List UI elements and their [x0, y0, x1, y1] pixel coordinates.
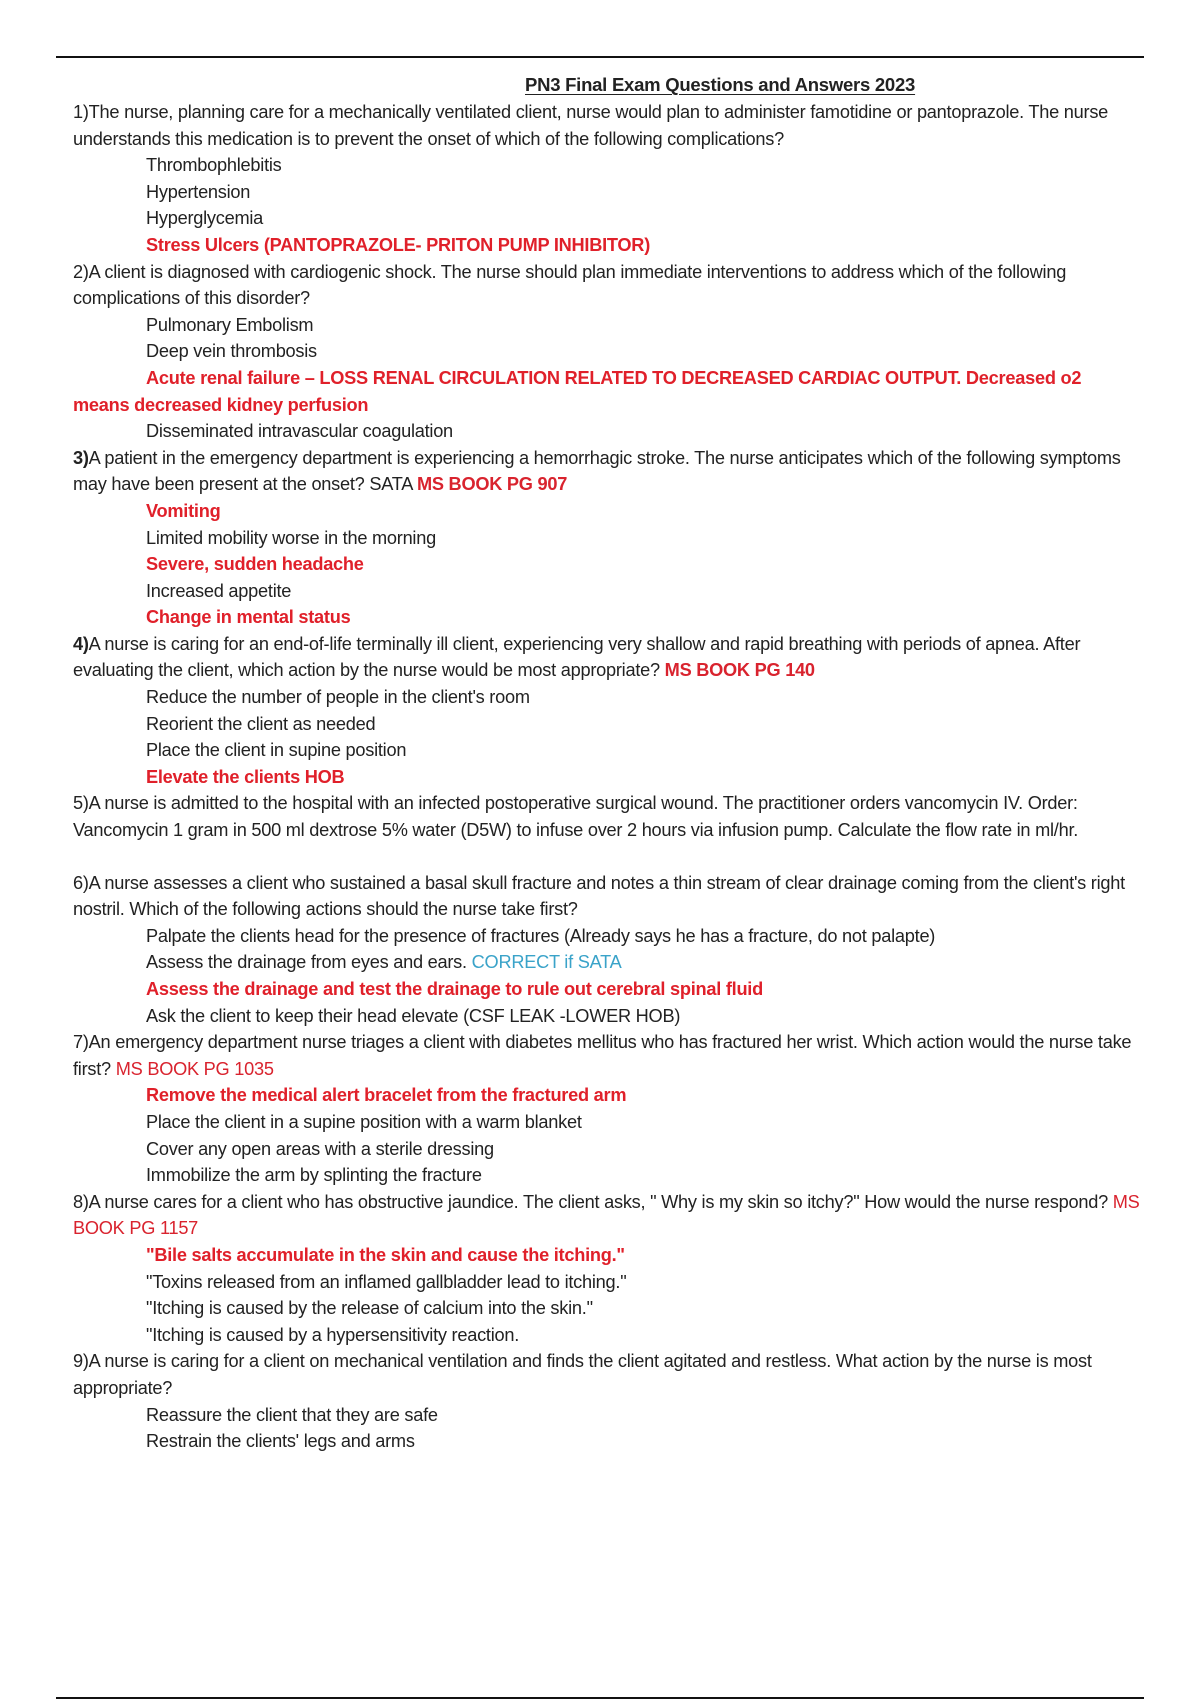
option: Reduce the number of people in the client's room: [146, 687, 530, 708]
question-text: [73, 1029, 1153, 1082]
question-number: 3): [73, 447, 89, 468]
question-9: [73, 1348, 1153, 1454]
question-3: [73, 445, 1153, 631]
blank-answer-space: [73, 844, 1153, 870]
question-stem: A patient in the emergency department is experiencing a hemorrhagic stroke. The nurse anticipates which of the following symptoms may have been present at the onset? SATA: [73, 447, 1121, 495]
question-number: 2): [73, 261, 89, 282]
option: Limited mobility worse in the morning: [146, 527, 436, 548]
question-number: 5): [73, 793, 89, 814]
option: Thrombophlebitis: [146, 155, 282, 176]
question-stem: The nurse, planning care for a mechanically ventilated client, nurse would plan to administer famotidine or pantoprazole. The nurse understands this medication is to prevent the onset of which of the following complications?: [73, 102, 1109, 149]
question-stem: A client is diagnosed with cardiogenic shock. The nurse should plan immediate interventions to address which of the following complications of this disorder?: [73, 261, 1067, 309]
option: [73, 949, 1153, 976]
question-number: 4): [73, 633, 89, 654]
option-list: [73, 1402, 1153, 1455]
question-number: 9): [73, 1351, 89, 1372]
question-text: [73, 99, 1153, 152]
option-list: [73, 152, 1153, 258]
option-list: [73, 684, 1153, 790]
option: Reassure the client that they are safe: [146, 1404, 438, 1425]
question-text: [73, 790, 1153, 843]
book-reference: MS BOOK PG 907: [416, 474, 568, 495]
option-list: [73, 498, 1153, 631]
option-list: [73, 1242, 1153, 1348]
option: Deep vein thrombosis: [146, 341, 317, 362]
question-text: [73, 445, 1153, 498]
question-stem: A nurse is admitted to the hospital with an infected postoperative surgical wound. The practitioner orders vancomycin IV. Order: Vancomycin 1 gram in 500 ml dextrose 5% water (D5W) to infuse over 2 hours via infusion pump. Calculate the flow rate in ml/hr.: [73, 793, 1079, 841]
sata-note: CORRECT if SATA: [471, 952, 622, 973]
question-stem: A nurse is caring for a client on mechanical ventilation and finds the client agitated and restless. What action by the nurse is most appropriate?: [73, 1351, 1092, 1398]
question-number: 6): [73, 872, 89, 893]
question-text: [73, 1348, 1153, 1401]
question-text: [73, 870, 1153, 923]
correct-option: Elevate the clients HOB: [146, 766, 345, 787]
question-4: [73, 631, 1153, 791]
question-1: [73, 99, 1153, 259]
book-reference: MS BOOK PG 1035: [115, 1058, 274, 1079]
question-5: [73, 790, 1153, 869]
question-6: [73, 870, 1153, 1030]
book-reference: MS BOOK PG 140: [664, 660, 815, 681]
option: Ask the client to keep their head elevate (CSF LEAK -LOWER HOB): [146, 1005, 681, 1026]
option: Disseminated intravascular coagulation: [146, 421, 453, 442]
option: Hypertension: [146, 181, 251, 202]
option: Palpate the clients head for the presence of fractures (Already says he has a fracture, do not palapte): [146, 925, 936, 946]
option-list: [73, 312, 1153, 445]
option-text: Assess the drainage from eyes and ears.: [146, 952, 467, 973]
correct-option: Change in mental status: [146, 607, 351, 628]
correct-option: Vomiting: [146, 500, 221, 521]
option: Restrain the clients' legs and arms: [146, 1431, 415, 1452]
option: "Itching is caused by a hypersensitivity reaction.: [146, 1324, 520, 1345]
correct-option: Severe, sudden headache: [146, 554, 364, 575]
question-text: [73, 259, 1153, 312]
document-page: [73, 72, 1153, 1455]
correct-option: Assess the drainage and test the drainage to rule out cerebral spinal fluid: [146, 979, 763, 999]
correct-option: [73, 365, 1153, 418]
option: "Toxins released from an inflamed gallbladder lead to itching.": [146, 1271, 627, 1292]
option-text: Acute renal failure – LOSS RENAL CIRCULATION RELATED TO DECREASED CARDIAC OUTPUT. Decreased o2: [146, 367, 1082, 388]
option: Cover any open areas with a sterile dressing: [146, 1138, 494, 1159]
correct-option: Remove the medical alert bracelet from the fractured arm: [146, 1085, 627, 1106]
option: Hyperglycemia: [146, 208, 264, 229]
book-reference: MS BOOK PG 1157: [73, 1191, 1140, 1239]
question-text: [73, 631, 1153, 684]
correct-option: Stress Ulcers (PANTOPRAZOLE- PRITON PUMP INHIBITOR): [146, 234, 651, 255]
top-rule: [56, 56, 1144, 58]
question-stem: A nurse cares for a client who has obstructive jaundice. The client asks, " Why is my skin so itchy?" How would the nurse respond?: [88, 1191, 1108, 1212]
option: "Itching is caused by the release of calcium into the skin.": [146, 1298, 593, 1319]
option-continuation: means decreased kidney perfusion: [73, 394, 369, 415]
question-number: 1): [73, 102, 89, 122]
option-list: [73, 1082, 1153, 1188]
question-2: [73, 259, 1153, 445]
question-stem: A nurse assesses a client who sustained a basal skull fracture and notes a thin stream of clear drainage coming from the client's right nostril. Which of the following actions should the nurse take first?: [73, 872, 1125, 920]
correct-option: "Bile salts accumulate in the skin and cause the itching.": [146, 1244, 625, 1265]
option: Reorient the client as needed: [146, 713, 376, 734]
question-8: [73, 1189, 1153, 1349]
option: Pulmonary Embolism: [146, 314, 314, 335]
option-list: [73, 923, 1153, 1029]
question-number: 7): [73, 1032, 89, 1053]
option: Place the client in a supine position with a warm blanket: [146, 1111, 582, 1132]
question-number: 8): [73, 1191, 89, 1212]
option: Place the client in supine position: [146, 740, 407, 761]
question-stem: A nurse is caring for an end-of-life terminally ill client, experiencing very shallow and rapid breathing with periods of apnea. After evaluating the client, which action by the nurse would be most appropriate?: [73, 633, 1081, 681]
question-stem: An emergency department nurse triages a client with diabetes mellitus who has fractured her wrist. Which action would the nurse take first?: [73, 1032, 1132, 1079]
question-7: [73, 1029, 1153, 1189]
bottom-rule: [56, 1697, 1144, 1699]
option: Immobilize the arm by splinting the fracture: [146, 1165, 482, 1186]
option: Increased appetite: [146, 580, 292, 601]
question-text: [73, 1189, 1153, 1242]
document-title: PN3 Final Exam Questions and Answers 2023: [525, 74, 916, 95]
